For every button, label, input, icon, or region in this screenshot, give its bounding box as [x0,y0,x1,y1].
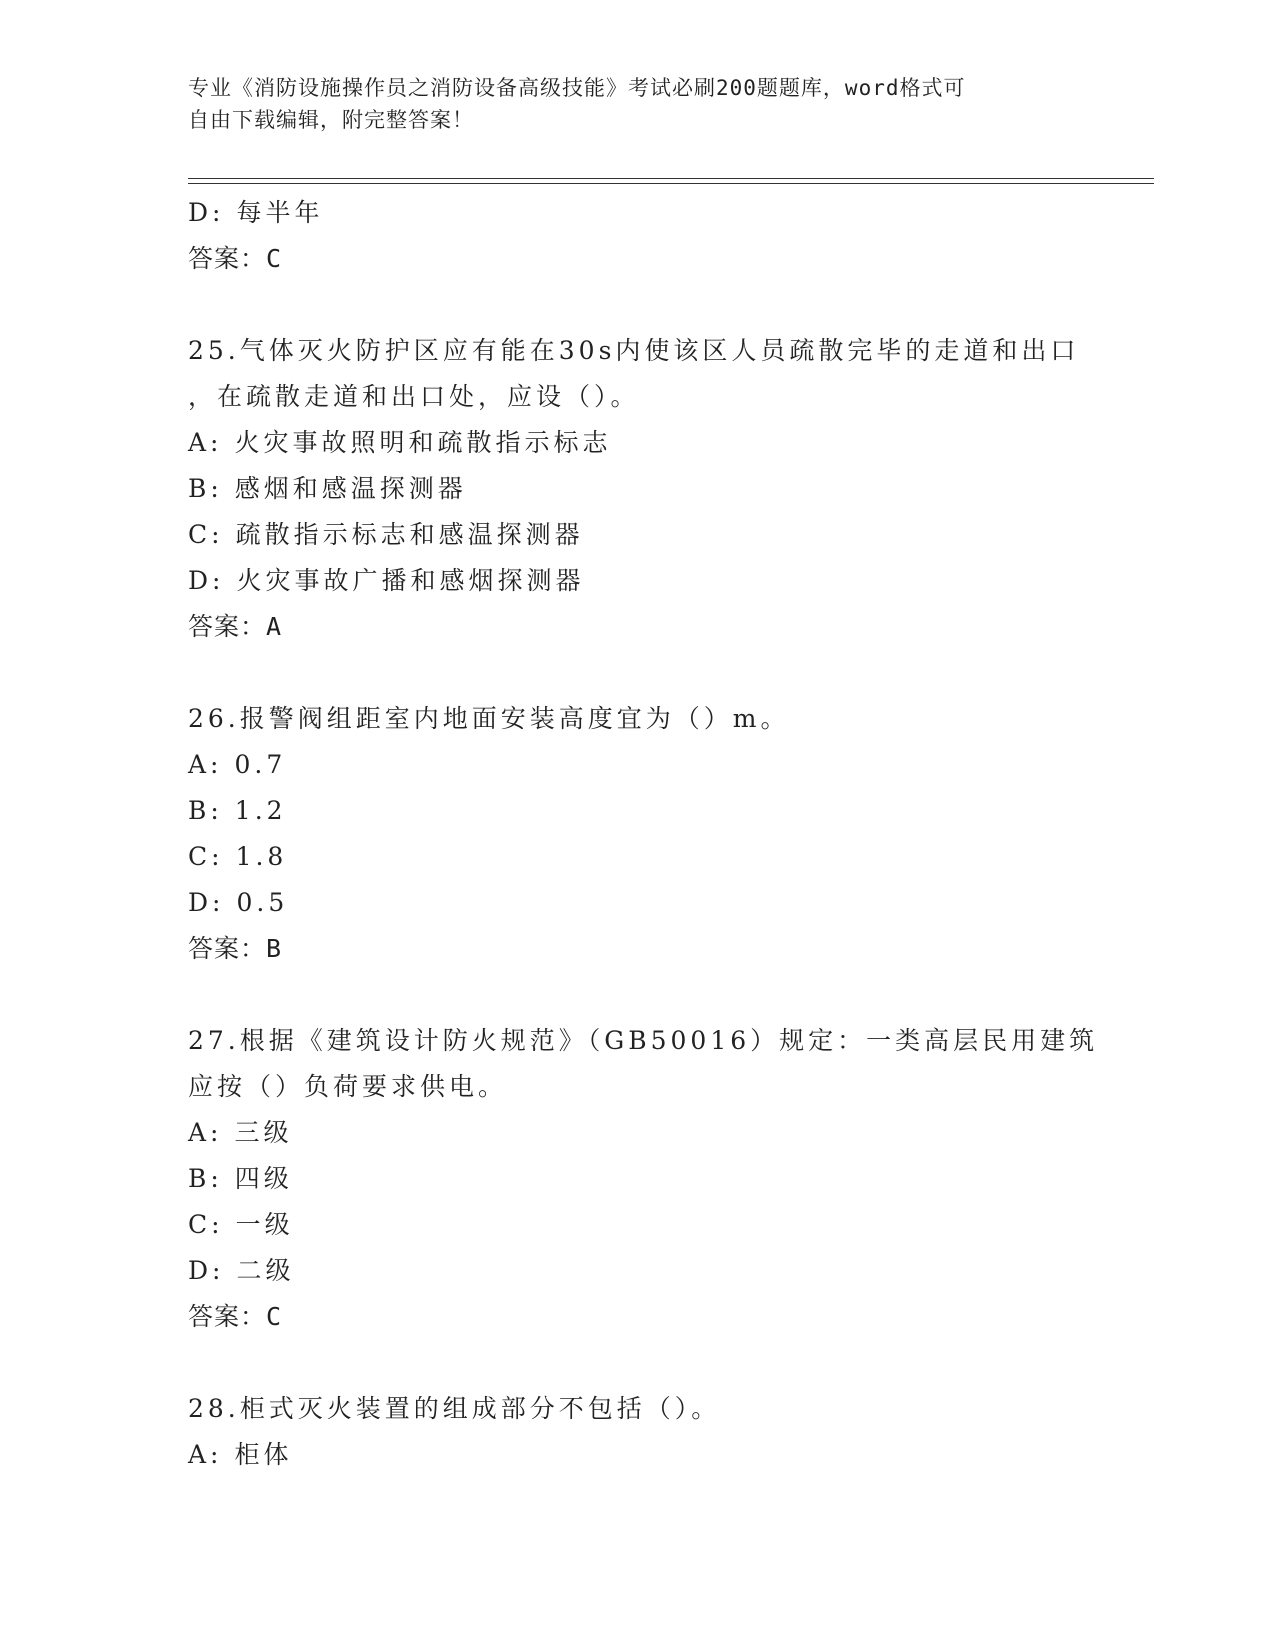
answer-line: 答案：C [188,1302,283,1331]
option-label: A: [188,750,223,779]
option-label: C: [188,1210,224,1239]
question-text-line: 27.根据《建筑设计防火规范》（GB50016）规定：一类高层民用建筑 [188,1026,1099,1055]
option-label: D: [188,198,225,227]
option-text: 三级 [234,1118,293,1147]
option-b [188,466,1088,512]
question-text-line: 25.气体灭火防护区应有能在30s内使该区人员疏散完毕的走道和出口 [188,336,1080,365]
question-text-line: 28.柜式灭火装置的组成部分不包括（）。 [188,1394,721,1423]
header-divider-bottom [188,183,1154,184]
option-text: 二级 [236,1256,295,1285]
option-a [188,742,1088,788]
option-text: 四级 [234,1164,293,1193]
block-spacer [188,1340,1088,1386]
option-label: C: [188,842,224,871]
header-line-2: 自由下载编辑，附完整答案！ [188,108,474,132]
option-label: B: [188,1164,223,1193]
option-label: D: [188,888,225,917]
option-label: D: [188,1256,225,1285]
question-block [188,696,1088,972]
option-a [188,1432,1088,1478]
option-text: 柜体 [234,1440,293,1469]
option-label: A: [188,1440,223,1469]
block-spacer [188,650,1088,696]
answer-line: 答案：B [188,934,283,963]
option-text: 火灾事故广播和感烟探测器 [236,566,585,595]
option-d [188,880,1088,926]
header-line-1: 专业《消防设施操作员之消防设备高级技能》考试必刷200题题库，word格式可 [188,76,966,100]
option-label: A: [188,1118,223,1147]
option-c [188,512,1088,558]
option-text: 1.8 [235,842,288,871]
option-text: 0.7 [234,750,287,779]
option-text: 感烟和感温探测器 [234,474,467,503]
page-header [188,72,1088,136]
block-spacer [188,282,1088,328]
question-block [188,1386,1088,1478]
question-block [188,328,1088,650]
option-a [188,420,1088,466]
block-spacer [188,972,1088,1018]
option-text: 一级 [235,1210,294,1239]
option-label: B: [188,474,223,503]
question-block [188,1018,1099,1340]
header-divider-top [188,178,1154,179]
question-list [188,190,1099,1478]
option-d [188,558,1088,604]
option-b [188,788,1088,834]
answer-line: 答案：C [188,244,283,273]
option-b [188,1156,1088,1202]
question-text-line: ，在疏散走道和出口处，应设（）。 [188,382,640,411]
option-text: 1.2 [234,796,287,825]
option-label: A: [188,428,223,457]
option-label: C: [188,520,224,549]
option-label: B: [188,796,223,825]
question-text-line: 26.报警阀组距室内地面安装高度宜为（）m。 [188,704,790,733]
option-c [188,1202,1088,1248]
option-text: 0.5 [236,888,289,917]
option-d [188,190,1088,236]
option-label: D: [188,566,225,595]
option-text: 火灾事故照明和疏散指示标志 [234,428,612,457]
option-c [188,834,1088,880]
question-block [188,190,1088,282]
option-text: 每半年 [236,198,324,227]
option-a [188,1110,1088,1156]
option-d [188,1248,1088,1294]
question-text-line: 应按（）负荷要求供电。 [188,1072,508,1101]
answer-line: 答案：A [188,612,283,641]
option-text: 疏散指示标志和感温探测器 [235,520,584,549]
